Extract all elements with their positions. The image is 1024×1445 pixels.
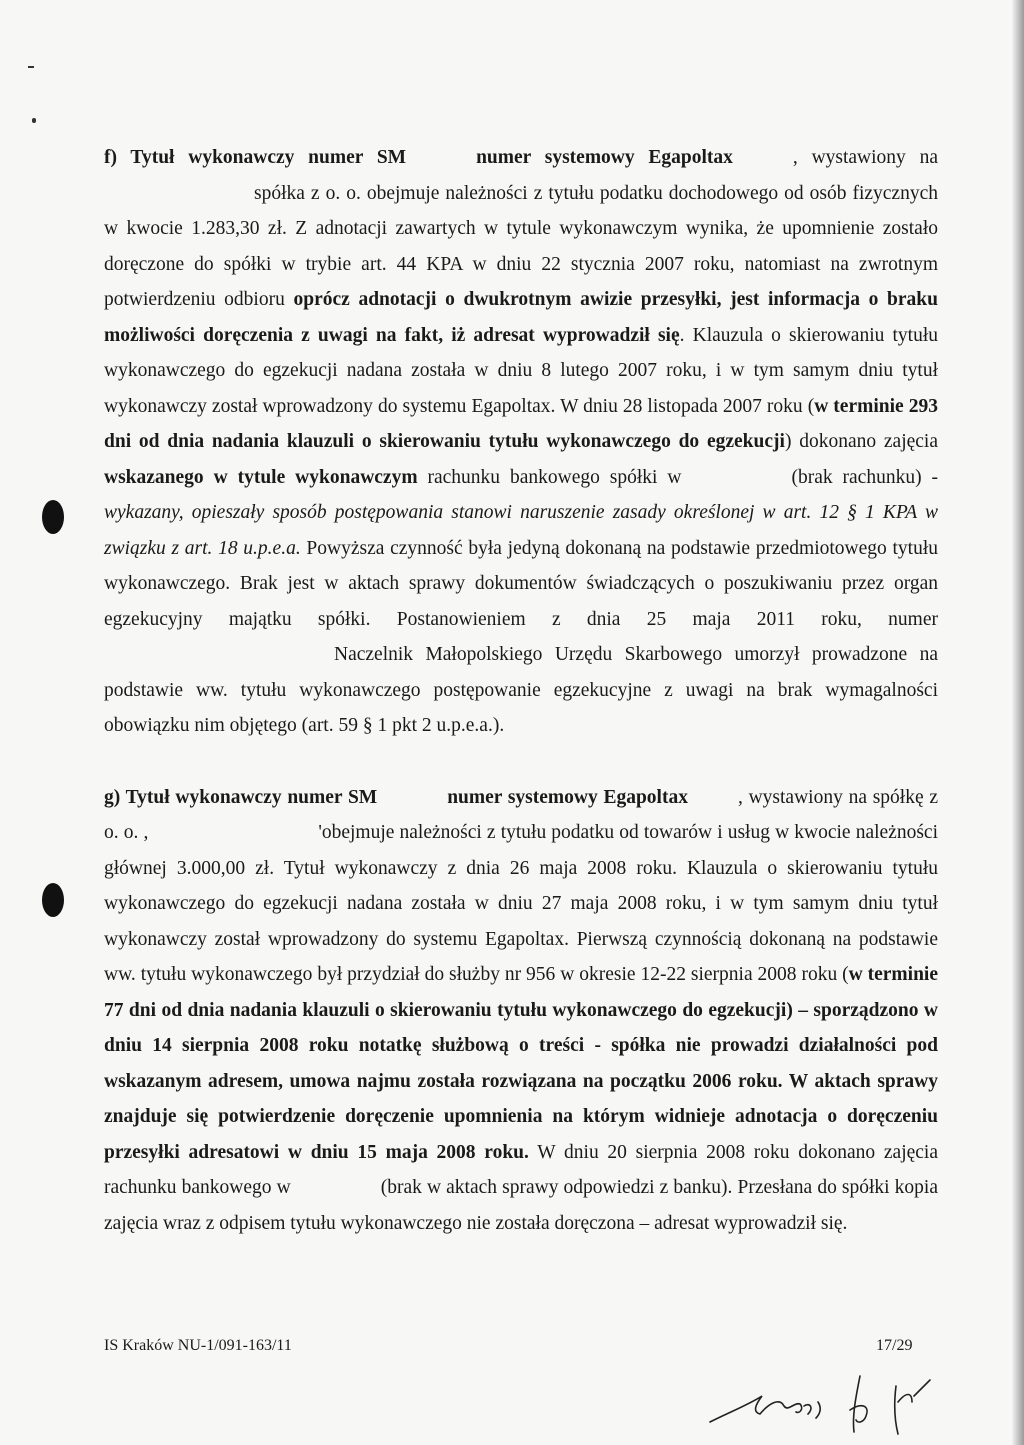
punch-hole-bottom xyxy=(42,883,64,917)
signature-2 xyxy=(850,1376,867,1432)
scan-speck xyxy=(28,66,34,68)
section-g-body-2: W dniu 20 sierpnia 2008 roku dokonano zajęcia rachunku bankowego w xyxy=(104,1141,938,1198)
handwritten-signatures xyxy=(700,1362,940,1442)
punch-hole-top xyxy=(42,500,64,534)
section-g-system-number: numer systemowy Egapoltax xyxy=(447,786,688,808)
document-body xyxy=(104,140,938,1241)
section-g-body-1: 'obejmuje należności z tytułu podatku od towarów i usług w kwocie należności głównej 3.000,00 zł. Tytuł wykonawczy z dnia 26 maja 2008 roku. Klauzula o skierowaniu tytułu wykonawczego do egzekucji nadana została w dniu 27 maja 2008 roku, i w tym samym dniu tytuł wykonawczy został wprowadzony do systemu Egapoltax. Pierwszą czynnością dokonaną na podstawie ww. tytułu wykonawczego był przydział do służby nr 956 w okresie 12-22 sierpnia 2008 roku ( xyxy=(104,822,938,985)
section-f-body-4: rachunku bankowego spółki w xyxy=(417,466,682,488)
section-f-lead: f) Tytuł wykonawczy numer SM xyxy=(104,147,407,168)
section-f-italic: wykazany, opieszały sposób postępowania stanowi naruszenie zasady określonej w art. 12 § 1 KPA w związku z art. 18 u.p.e.a. xyxy=(104,502,938,559)
scan-speck xyxy=(32,118,36,123)
section-g-lead: g) Tytuł wykonawczy numer SM xyxy=(104,786,378,808)
signature-3 xyxy=(895,1380,930,1434)
section-g xyxy=(104,780,938,1242)
section-g-on: na spółkę z o. o. , xyxy=(104,786,939,843)
scan-edge-shadow xyxy=(1012,0,1024,1445)
section-g-issued: , wystawiony xyxy=(737,786,843,808)
section-f-body-6: Powyższa czynność była jedyną dokonaną na podstawie przedmiotowego tytułu wykonawczego. Brak jest w aktach sprawy dokumentów świadczących o poszukiwaniu przez organ egzekucyjny majątku spółki. Postanowieniem z dnia 25 maja 2011 roku, numer xyxy=(104,537,938,630)
section-f-bold-2: w terminie 293 dni od dnia nadania klauzuli o skierowaniu tytułu wykonawczego do egzekucji xyxy=(104,395,938,452)
section-f-issued: , wystawiony xyxy=(792,147,906,168)
section-f-body-1: spółka z o. o. obejmuje należności z tytułu podatku dochodowego od osób fizycznych w kwocie 1.283,30 zł. Z adnotacji zawartych w tytule wykonawczym wynika, że upomnienie zostało doręczone do spółki w trybie art. 44 KPA w dniu 22 stycznia 2007 roku, natomiast na zwrotnym potwierdzeniu odbioru xyxy=(104,182,938,310)
section-f-bold-3: wskazanego w tytule wykonawczym xyxy=(104,466,418,488)
section-f-body-3: ) dokonano zajęcia xyxy=(784,431,938,452)
page-number: 17/29 xyxy=(876,1337,913,1354)
section-g-body-3: (brak w aktach sprawy odpowiedzi z banku). Przesłana do spółki kopia zajęcia wraz z odpisem tytułu wykonawczego nie została doręczona – adresat wyprowadził się. xyxy=(104,1177,939,1234)
section-f-body-5: (brak rachunku) - xyxy=(791,466,938,488)
section-f-body-7: Naczelnik Małopolskiego Urzędu Skarbowego umorzył prowadzone na podstawie ww. tytułu wykonawczego postępowanie egzekucyjne z uwagi na brak wymagalności obowiązku nim objętego (art. 59 § 1 pkt 2 u.p.e.a.). xyxy=(104,644,938,736)
section-f-system-number: numer systemowy Egapoltax xyxy=(476,147,733,168)
document-reference: IS Kraków NU-1/091-163/11 xyxy=(104,1337,292,1354)
section-f-body-2: . Klauzula o skierowaniu tytułu wykonawczego do egzekucji nadana została w dniu 8 lutego 2007 roku, i w tym samym dniu tytuł wykonawczy został wprowadzony do systemu Egapoltax. W dniu 28 listopada 2007 roku ( xyxy=(104,324,938,417)
section-g-bold-1: w terminie 77 dni od dnia nadania klauzuli o skierowaniu tytułu wykonawczego do egzekucji) – sporządzono w dniu 14 sierpnia 2008 roku notatkę służbową o treści - spółka nie prowadzi działalności pod wskazanym adresem, umowa najmu została rozwiązana na początku 2006 roku. W aktach sprawy znajduje się potwierdzenie doręczenie upomnienia na którym widnieje adnotacja o doręczeniu przesyłki adresatowi w dniu 15 maja 2008 roku. xyxy=(104,964,938,1163)
section-f xyxy=(104,140,938,744)
section-f-bold-1: oprócz adnotacji o dwukrotnym awizie przesyłki, jest informacja o braku możliwości doręczenia z uwagi na fakt, iż adresat wyprowadził się xyxy=(104,289,938,346)
section-f-on: na xyxy=(919,147,938,168)
signature-1 xyxy=(710,1396,820,1422)
